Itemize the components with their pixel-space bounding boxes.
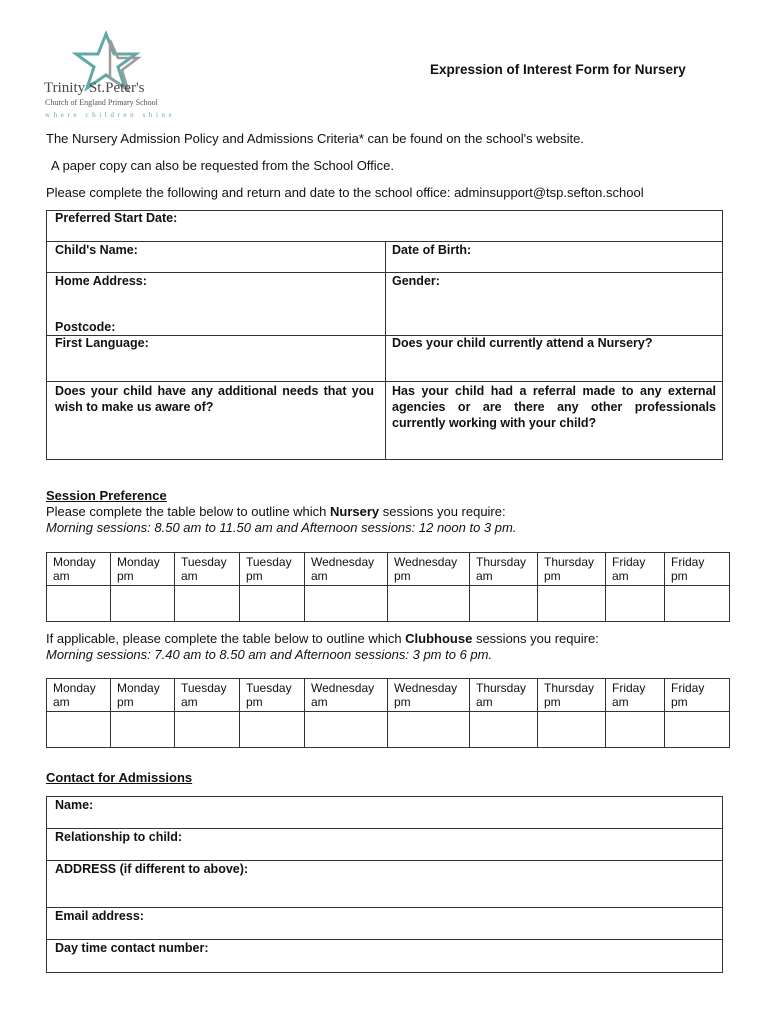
attend-nursery-field[interactable]: Does your child currently attend a Nursery? — [392, 336, 653, 350]
session-part: am — [181, 569, 198, 583]
session-day: Wednesday — [394, 555, 458, 569]
session-cell[interactable] — [606, 586, 665, 622]
phone-field[interactable]: Day time contact number: — [55, 941, 209, 955]
session-header — [175, 553, 240, 586]
gender-field[interactable]: Gender: — [392, 274, 440, 288]
session-header — [47, 679, 111, 712]
session-cell[interactable] — [388, 712, 470, 748]
session-part: pm — [394, 569, 411, 583]
school-name: Trinity St.Peter's — [44, 80, 145, 96]
session-part: am — [53, 569, 70, 583]
session-header — [665, 679, 730, 712]
session-cell[interactable] — [538, 586, 606, 622]
session-part: pm — [671, 569, 688, 583]
session-part: pm — [544, 569, 561, 583]
session-part: pm — [671, 695, 688, 709]
child-name-field[interactable]: Child's Name: — [55, 243, 138, 257]
session-day: Tuesday — [181, 681, 227, 695]
email-field[interactable]: Email address: — [55, 909, 144, 923]
referral-field[interactable]: Has your child had a referral made to any external agencies or are there any other professionals currently working with your child? — [392, 384, 716, 430]
session-part: pm — [117, 695, 134, 709]
session-preference-heading: Session Preference — [46, 488, 167, 503]
first-language-field[interactable]: First Language: — [55, 336, 149, 350]
session-part: am — [476, 695, 493, 709]
session-part: pm — [117, 569, 134, 583]
session-part: pm — [246, 569, 263, 583]
session-header — [388, 679, 470, 712]
session-cell[interactable] — [305, 712, 388, 748]
session-day: Thursday — [476, 681, 527, 695]
session-cell[interactable] — [240, 712, 305, 748]
session-day: Monday — [53, 555, 96, 569]
postcode-field[interactable]: Postcode: — [55, 320, 116, 334]
session-cell[interactable] — [606, 712, 665, 748]
session-header — [470, 553, 538, 586]
session-cell[interactable] — [305, 586, 388, 622]
relationship-field[interactable]: Relationship to child: — [55, 830, 183, 844]
nursery-instruction: Please complete the table below to outline which Nursery sessions you require: — [46, 504, 506, 519]
session-day: Wednesday — [311, 555, 375, 569]
session-cell[interactable] — [175, 586, 240, 622]
start-date-field[interactable]: Preferred Start Date: — [55, 211, 178, 225]
session-day: Friday — [612, 555, 646, 569]
session-day: Tuesday — [246, 681, 292, 695]
additional-needs-field[interactable]: Does your child have any additional needs that you wish to make us aware of? — [55, 384, 374, 414]
clubhouse-instruction: If applicable, please complete the table below to outline which Clubhouse sessions you require: — [46, 631, 599, 646]
session-header — [470, 679, 538, 712]
session-cell[interactable] — [470, 586, 538, 622]
session-header — [240, 679, 305, 712]
session-part: am — [311, 695, 328, 709]
session-part: am — [311, 569, 328, 583]
session-cell[interactable] — [47, 712, 111, 748]
intro-policy: The Nursery Admission Policy and Admissions Criteria* can be found on the school's website. — [46, 131, 584, 146]
session-header — [606, 679, 665, 712]
session-day: Monday — [117, 555, 160, 569]
session-cell[interactable] — [175, 712, 240, 748]
session-cell[interactable] — [111, 712, 175, 748]
school-tagline: where children shine — [45, 111, 176, 119]
session-day: Monday — [53, 681, 96, 695]
session-day: Tuesday — [181, 555, 227, 569]
session-part: pm — [246, 695, 263, 709]
session-day: Friday — [671, 555, 705, 569]
session-header — [111, 553, 175, 586]
session-day: Wednesday — [311, 681, 375, 695]
session-cell[interactable] — [665, 712, 730, 748]
session-part: am — [476, 569, 493, 583]
session-part: am — [53, 695, 70, 709]
session-day: Thursday — [544, 555, 595, 569]
session-header — [305, 679, 388, 712]
contact-address-field[interactable]: ADDRESS (if different to above): — [55, 862, 249, 876]
session-day: Friday — [612, 681, 646, 695]
form-title: Expression of Interest Form for Nursery — [430, 62, 686, 77]
session-cell[interactable] — [240, 586, 305, 622]
session-day: Thursday — [476, 555, 527, 569]
session-cell[interactable] — [665, 586, 730, 622]
session-day: Friday — [671, 681, 705, 695]
session-part: pm — [394, 695, 411, 709]
session-cell[interactable] — [111, 586, 175, 622]
clubhouse-sessions-table — [46, 678, 730, 748]
session-header — [47, 553, 111, 586]
contact-heading: Contact for Admissions — [46, 770, 193, 785]
dob-field[interactable]: Date of Birth: — [392, 243, 472, 257]
session-cell[interactable] — [470, 712, 538, 748]
intro-paper-copy: A paper copy can also be requested from the School Office. — [51, 158, 395, 173]
session-header — [538, 553, 606, 586]
nursery-sessions-table — [46, 552, 730, 622]
session-day: Tuesday — [246, 555, 292, 569]
session-cell[interactable] — [388, 586, 470, 622]
session-header — [240, 553, 305, 586]
school-subtitle: Church of England Primary School — [45, 98, 158, 107]
clubhouse-times: Morning sessions: 7.40 am to 8.50 am and Afternoon sessions: 3 pm to 6 pm. — [46, 647, 493, 662]
nursery-times: Morning sessions: 8.50 am to 11.50 am and Afternoon sessions: 12 noon to 3 pm. — [46, 520, 517, 535]
session-part: am — [612, 569, 629, 583]
session-day: Monday — [117, 681, 160, 695]
session-part: pm — [544, 695, 561, 709]
session-header — [175, 679, 240, 712]
intro-return: Please complete the following and return and date to the school office: adminsupport@tsp.sefton.school — [46, 185, 644, 200]
session-header — [538, 679, 606, 712]
session-header — [305, 553, 388, 586]
session-cell[interactable] — [538, 712, 606, 748]
home-address-field[interactable]: Home Address: — [55, 274, 147, 288]
session-header — [111, 679, 175, 712]
session-header — [606, 553, 665, 586]
contact-name-field[interactable]: Name: — [55, 798, 94, 812]
session-header — [388, 553, 470, 586]
session-day: Thursday — [544, 681, 595, 695]
session-part: am — [181, 695, 198, 709]
session-header — [665, 553, 730, 586]
session-cell[interactable] — [47, 586, 111, 622]
session-part: am — [612, 695, 629, 709]
session-day: Wednesday — [394, 681, 458, 695]
